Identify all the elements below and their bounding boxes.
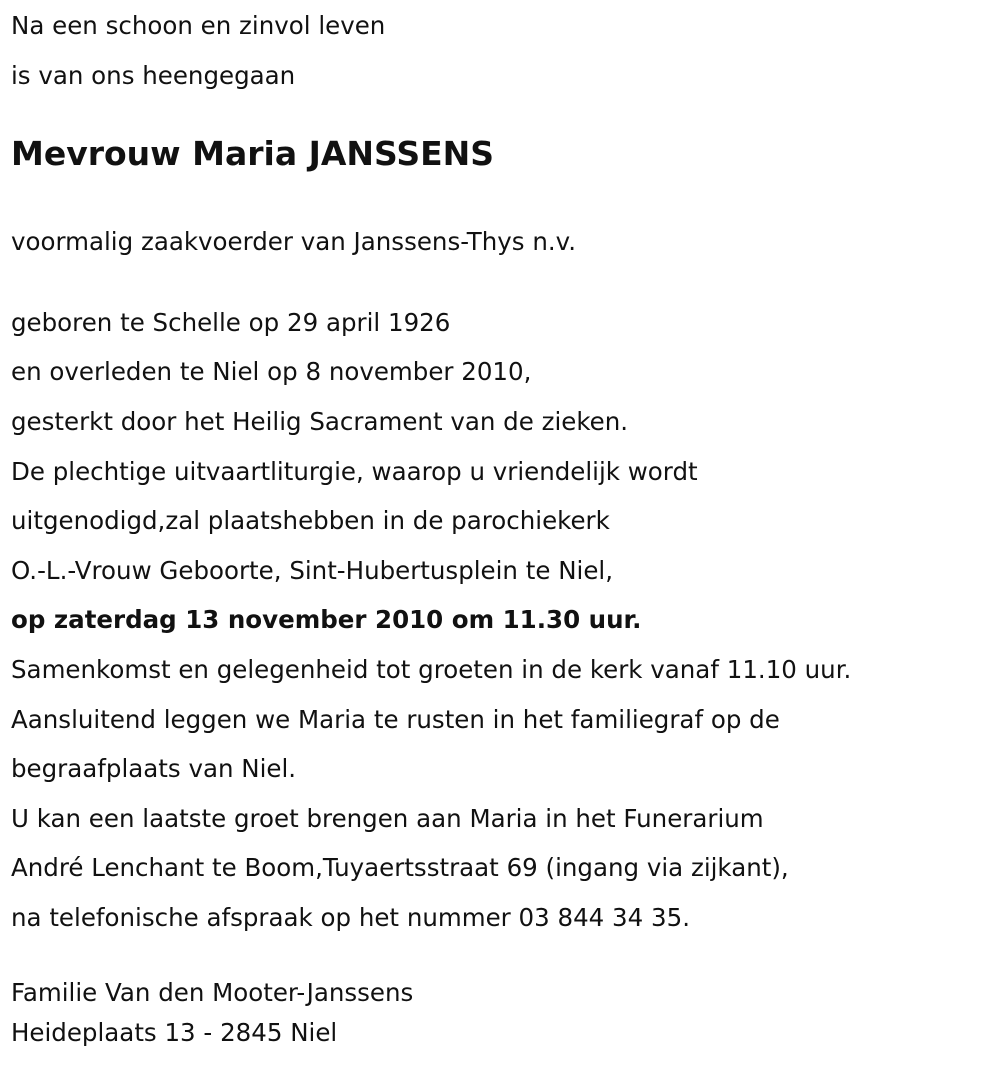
intro-line: is van ons heengegaan [11,60,296,90]
deceased-name: Mevrouw Maria JANSSENS [11,134,495,174]
intro-line: Na een schoon en zinvol leven [11,11,386,40]
detail-line: U kan een laatste groet brengen aan Maria in het Funerarium [11,803,764,833]
family-address: Heideplaats 13 - 2845 Niel [11,1017,338,1047]
detail-line: gesterkt door het Heilig Sacrament van de zieken. [11,406,629,436]
detail-line: O.-L.-Vrouw Geboorte, Sint-Hubertusplein te Niel, [11,555,614,585]
funeral-date-line: op zaterdag 13 november 2010 om 11.30 uur. [11,605,642,635]
detail-line: begraafplaats van Niel. [11,754,297,784]
detail-line: Samenkomst en gelegenheid tot groeten in de kerk vanaf 11.10 uur. [11,654,852,684]
occupation-line: voormalig zaakvoerder van Janssens-Thys n.v. [11,227,577,257]
detail-line: Aansluitend leggen we Maria te rusten in het familiegraf op de [11,704,780,734]
intro-block [11,1,986,100]
detail-line: André Lenchant te Boom,Tuyaertsstraat 69 (ingang via zijkant), [11,853,789,883]
detail-line: en overleden te Niel op 8 november 2010, [11,357,532,387]
detail-line: De plechtige uitvaartliturgie, waarop u vriendelijk wordt [11,456,698,486]
family-name: Familie Van den Mooter-Janssens [11,977,414,1007]
detail-line: na telefonische afspraak op het nummer 03 844 34 35. [11,902,690,932]
family-block [11,973,986,1053]
death-notice [11,0,986,1053]
detail-line: geboren te Schelle op 29 april 1926 [11,307,451,337]
details-block [11,298,986,943]
detail-line: uitgenodigd,zal plaatshebben in de parochiekerk [11,506,610,536]
